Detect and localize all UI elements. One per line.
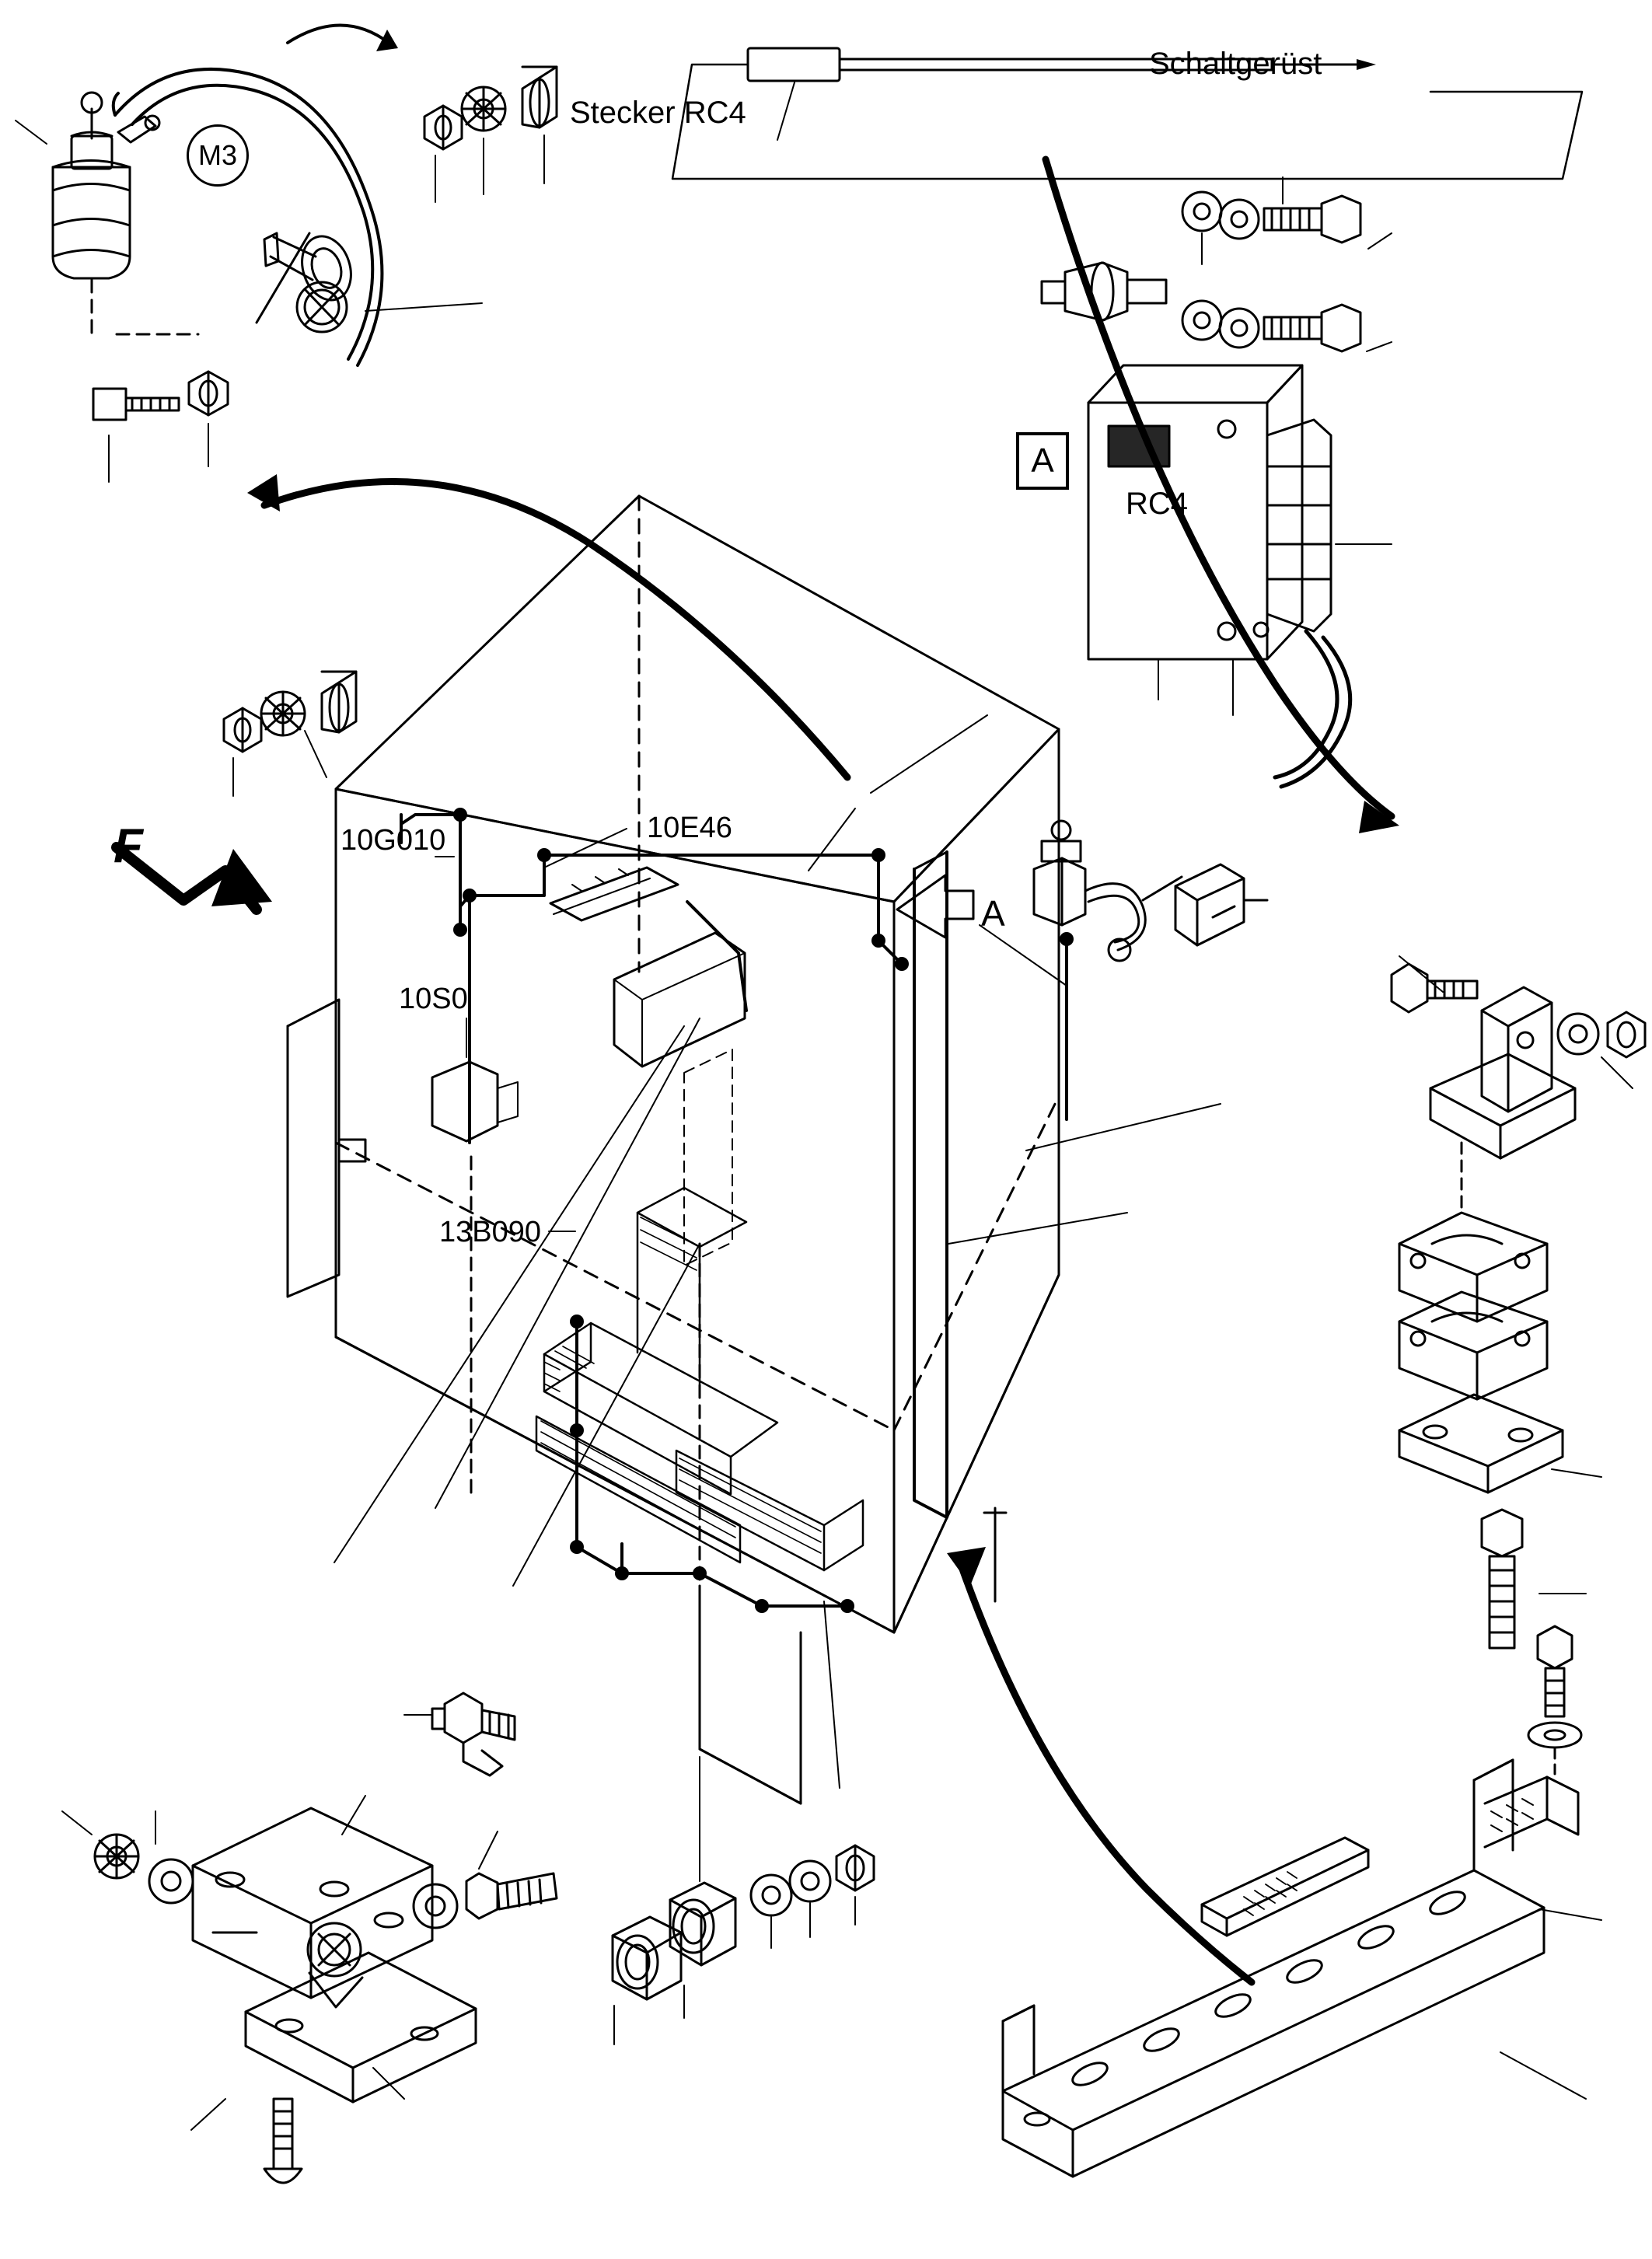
clamp-set-top-left [424, 67, 557, 202]
marker-detail-a-label: A [1031, 442, 1054, 480]
right-bracket-set [1392, 956, 1645, 1648]
wiring-harness [401, 808, 1074, 1613]
label-detail-a-arrow: A [981, 893, 1005, 934]
label-rc4: RC4 [1126, 487, 1189, 521]
bottom-center-clamp-set [613, 1845, 874, 2044]
label-10e46: 10E46 [647, 812, 732, 844]
label-10g010: 10G010 [341, 824, 446, 857]
label-view-f: F [114, 819, 143, 873]
marker-detail-a-box [1016, 432, 1069, 490]
hatched-strip [1202, 1838, 1368, 1936]
bottom-left-bracket [62, 1796, 557, 2183]
rc4-module [1042, 177, 1392, 787]
label-stecker-rc4: Stecker RC4 [570, 96, 746, 130]
label-schaltgeruest: Schaltgerüst [1149, 47, 1322, 81]
cabinet-pressure-sensor [1034, 821, 1267, 1042]
label-10s0: 10S0 [399, 983, 468, 1015]
schaltgeruest-bar [672, 48, 1582, 179]
horn-assembly [257, 230, 482, 332]
marker-m3 [187, 124, 249, 187]
cabinet-frame [288, 496, 1059, 1803]
small-sensor [404, 1693, 515, 1775]
detail-a-open-arrow [897, 875, 973, 937]
label-13b090: 13B090 [439, 1216, 542, 1248]
perforated-rail [1003, 1626, 1601, 2177]
assembly-path-curves [247, 159, 1399, 1982]
clamp-set-left [224, 672, 356, 796]
marker-m3-label: M3 [197, 139, 237, 171]
